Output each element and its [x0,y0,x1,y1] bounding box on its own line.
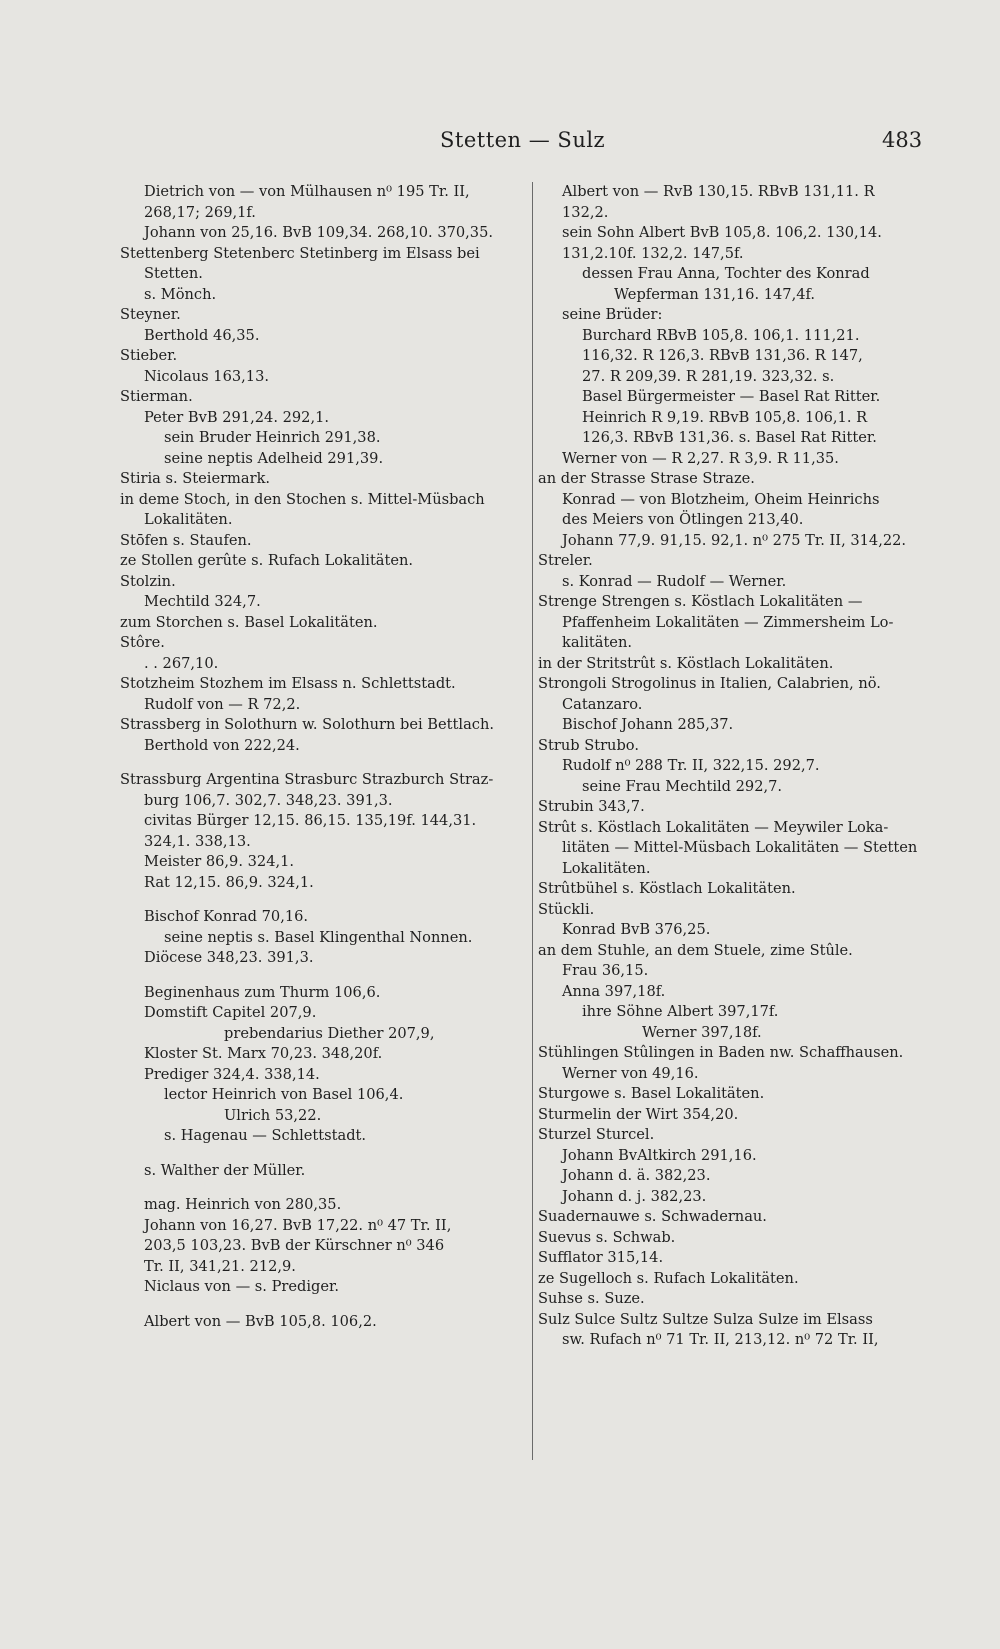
index-entry-line: Pfaffenheim Lokalitäten — Zimmersheim Lo- [562,613,894,631]
index-entry-line: ze Stollen gerûte s. Rufach Lokalitäten. [120,552,414,569]
index-entry-line: 268,17; 269,1f. [144,203,256,221]
index-entry-line: seine Frau Mechtild 292,7. [582,777,783,795]
index-entry-line: Strût s. Köstlach Lokalitäten — Meywiler Loka- [538,818,889,836]
index-entry-line: Peter BvB 291,24. 292,1. [144,408,330,426]
entry-gap [120,969,528,983]
entry-gap [120,1181,528,1195]
index-entry-line: Stieber. [120,347,178,364]
index-entry-line: Albert von — BvB 105,8. 106,2. [144,1312,377,1330]
index-entry-line: Lokalitäten. [144,511,233,528]
index-entry-line: Burchard RBvB 105,8. 106,1. 111,21. [582,326,860,344]
index-entry-line: Wepferman 131,16. 147,4f. [614,285,816,303]
index-entry-line: Stühlingen Stûlingen in Baden nw. Schaffhausen. [538,1044,904,1061]
index-entry-line: Strenge Strengen s. Köstlach Lokalitäten — [538,593,863,610]
left-column [120,182,528,1332]
index-entry-line: Berthold 46,35. [144,326,260,344]
index-entry-line: Konrad BvB 376,25. [562,921,711,938]
index-entry-line: Rudolf von — R 72,2. [144,695,301,713]
index-entry-line: 27. R 209,39. R 281,19. 323,32. s. [582,367,835,385]
index-entry-line: lector Heinrich von Basel 106,4. [164,1086,404,1103]
index-entry-line: Stettenberg Stetenberc Stetinberg im Elsass bei [120,244,480,262]
index-entry-line: Domstift Capitel 207,9. [144,1004,317,1021]
index-entry-line: Sturgowe s. Basel Lokalitäten. [538,1085,765,1102]
index-entry-line: Strassburg Argentina Strasburc Strazburch Straz- [120,771,494,788]
index-entry-line: seine Brüder: [562,306,663,323]
index-entry-line: Strassberg in Solothurn w. Solothurn bei Bettlach. [120,716,494,733]
index-entry-line: Tr. II, 341,21. 212,9. [144,1257,296,1275]
entry-gap [120,893,528,907]
index-entry-line: sw. Rufach n⁰ 71 Tr. II, 213,12. n⁰ 72 Tr. II, [562,1331,879,1348]
index-entry-line: Strongoli Strogolinus in Italien, Calabrien, nö. [538,675,881,692]
index-entry-line: mag. Heinrich von 280,35. [144,1196,342,1213]
index-entry-line: 131,2.10f. 132,2. 147,5f. [562,244,744,262]
index-entry-line: s. Konrad — Rudolf — Werner. [562,572,787,590]
index-entry-line: seine neptis s. Basel Klingenthal Nonnen. [164,928,473,946]
index-entry-line: Meister 86,9. 324,1. [144,853,295,870]
index-entry-line: 132,2. [562,203,609,221]
index-entry-line: Catanzaro. [562,695,643,713]
index-entry-line: Stolzin. [120,572,176,590]
index-entry-line: Dietrich von — von Mülhausen n⁰ 195 Tr. II, [144,183,470,200]
index-entry-line: Stierman. [120,388,193,405]
index-entry-line: seine neptis Adelheid 291,39. [164,449,384,467]
index-entry-line: Strubin 343,7. [538,798,645,815]
index-entry-line: Mechtild 324,7. [144,593,261,610]
index-entry-line: 126,3. RBvB 131,36. s. Basel Rat Ritter. [582,429,877,446]
page-number: 483 [882,128,923,152]
index-entry-line: sein Bruder Heinrich 291,38. [164,429,381,446]
running-header [0,128,1000,160]
right-column [538,182,926,1351]
index-entry-line: 116,32. R 126,3. RBvB 131,36. R 147, [582,347,863,364]
index-entry-line: zum Storchen s. Basel Lokalitäten. [120,613,378,631]
index-entry-line: burg 106,7. 302,7. 348,23. 391,3. [144,791,393,809]
index-entry-line: in der Stritstrût s. Köstlach Lokalitäten. [538,654,834,672]
page-title: Stetten — Sulz [440,128,606,152]
index-entry-line: Sturzel Sturcel. [538,1126,655,1143]
index-entry-line: Johann d. ä. 382,23. [562,1167,711,1184]
index-entry-line: Werner von — R 2,27. R 3,9. R 11,35. [562,449,839,467]
index-entry-line: dessen Frau Anna, Tochter des Konrad [582,265,870,282]
entry-gap [120,756,528,770]
index-entry-line: Niclaus von — s. Prediger. [144,1278,340,1295]
index-entry-line: Basel Bürgermeister — Basel Rat Ritter. [582,388,881,405]
index-entry-line: . . 267,10. [144,654,219,672]
index-entry-line: Berthold von 222,24. [144,736,300,754]
index-entry-line: sein Sohn Albert BvB 105,8. 106,2. 130,14. [562,224,882,241]
index-entry-line: civitas Bürger 12,15. 86,15. 135,19f. 144,31. [144,812,477,829]
index-entry-line: Anna 397,18f. [562,982,666,1000]
index-entry-line: Johann 77,9. 91,15. 92,1. n⁰ 275 Tr. II, 314,22. [562,531,907,549]
index-entry-line: prebendarius Diether 207,9, [224,1024,435,1042]
index-entry-line: Sulz Sulce Sultz Sultze Sulza Sulze im Elsass [538,1310,873,1328]
index-entry-line: an der Strasse Strase Straze. [538,470,755,487]
index-entry-line: 203,5 103,23. BvB der Kürschner n⁰ 346 [144,1237,445,1254]
index-entry-line: Strub Strubo. [538,736,639,754]
index-entry-line: s. Mönch. [144,285,217,303]
index-entry-line: ihre Söhne Albert 397,17f. [582,1003,779,1020]
index-entry-line: 324,1. 338,13. [144,832,251,850]
index-entry-line: Kloster St. Marx 70,23. 348,20f. [144,1045,383,1062]
index-entry-line: Sturmelin der Wirt 354,20. [538,1105,739,1123]
index-entry-line: Bischof Konrad 70,16. [144,908,309,925]
index-entry-line: Bischof Johann 285,37. [562,716,734,733]
index-entry-line: Johann von 25,16. BvB 109,34. 268,10. 370,35. [144,224,494,241]
entry-gap [120,1147,528,1161]
index-entry-line: Stiria s. Steiermark. [120,470,271,487]
index-entry-line: in deme Stoch, in den Stochen s. Mittel-Müsbach [120,490,485,508]
index-entry-line: Steyner. [120,306,181,323]
index-entry-line: des Meiers von Ötlingen 213,40. [562,511,804,528]
index-entry-line: Strûtbühel s. Köstlach Lokalitäten. [538,880,796,897]
index-entry-line: an dem Stuhle, an dem Stuele, zime Stûle. [538,941,853,959]
index-entry-line: s. Hagenau — Schlettstadt. [164,1127,367,1144]
index-entry-line: Suevus s. Schwab. [538,1228,676,1246]
index-entry-line: Johann von 16,27. BvB 17,22. n⁰ 47 Tr. II, [144,1216,452,1234]
index-entry-line: Konrad — von Blotzheim, Oheim Heinrichs [562,490,880,508]
index-entry-line: Suadernauwe s. Schwadernau. [538,1208,767,1225]
index-entry-line: Suhse s. Suze. [538,1290,645,1307]
index-entry-line: Rudolf n⁰ 288 Tr. II, 322,15. 292,7. [562,757,820,774]
index-entry-line: s. Walther der Müller. [144,1161,306,1179]
entry-gap [120,1298,528,1312]
index-entry-line: Johann BvAltkirch 291,16. [562,1146,757,1164]
index-entry-line: Prediger 324,4. 338,14. [144,1065,320,1083]
index-entry-line: Diöcese 348,23. 391,3. [144,949,314,966]
index-entry-line: kalitäten. [562,634,632,651]
index-entry-line: Johann d. j. 382,23. [562,1187,707,1205]
index-entry-line: Streler. [538,552,593,569]
index-entry-line: Nicolaus 163,13. [144,367,269,385]
index-entry-line: Rat 12,15. 86,9. 324,1. [144,873,314,891]
index-entry-line: Stôre. [120,634,165,651]
index-entry-line: ze Sugelloch s. Rufach Lokalitäten. [538,1269,799,1287]
index-entry-line: litäten — Mittel-Müsbach Lokalitäten — Stetten [562,839,918,856]
index-entry-line: Heinrich R 9,19. RBvB 105,8. 106,1. R [582,408,868,426]
index-entry-line: Werner von 49,16. [562,1064,699,1082]
index-entry-line: Stōfen s. Staufen. [120,531,252,549]
index-entry-line: Stückli. [538,900,595,918]
index-entry-line: Stotzheim Stozhem im Elsass n. Schlettstadt. [120,675,456,692]
column-divider [532,182,533,1460]
index-entry-line: Stetten. [144,265,203,282]
index-entry-line: Sufflator 315,14. [538,1249,664,1266]
index-entry-line: Werner 397,18f. [642,1023,762,1041]
index-entry-line: Ulrich 53,22. [224,1106,322,1124]
index-entry-line: Frau 36,15. [562,962,649,979]
index-entry-line: Albert von — RvB 130,15. RBvB 131,11. R [562,183,875,200]
index-entry-line: Beginenhaus zum Thurm 106,6. [144,983,381,1001]
index-entry-line: Lokalitäten. [562,859,651,877]
